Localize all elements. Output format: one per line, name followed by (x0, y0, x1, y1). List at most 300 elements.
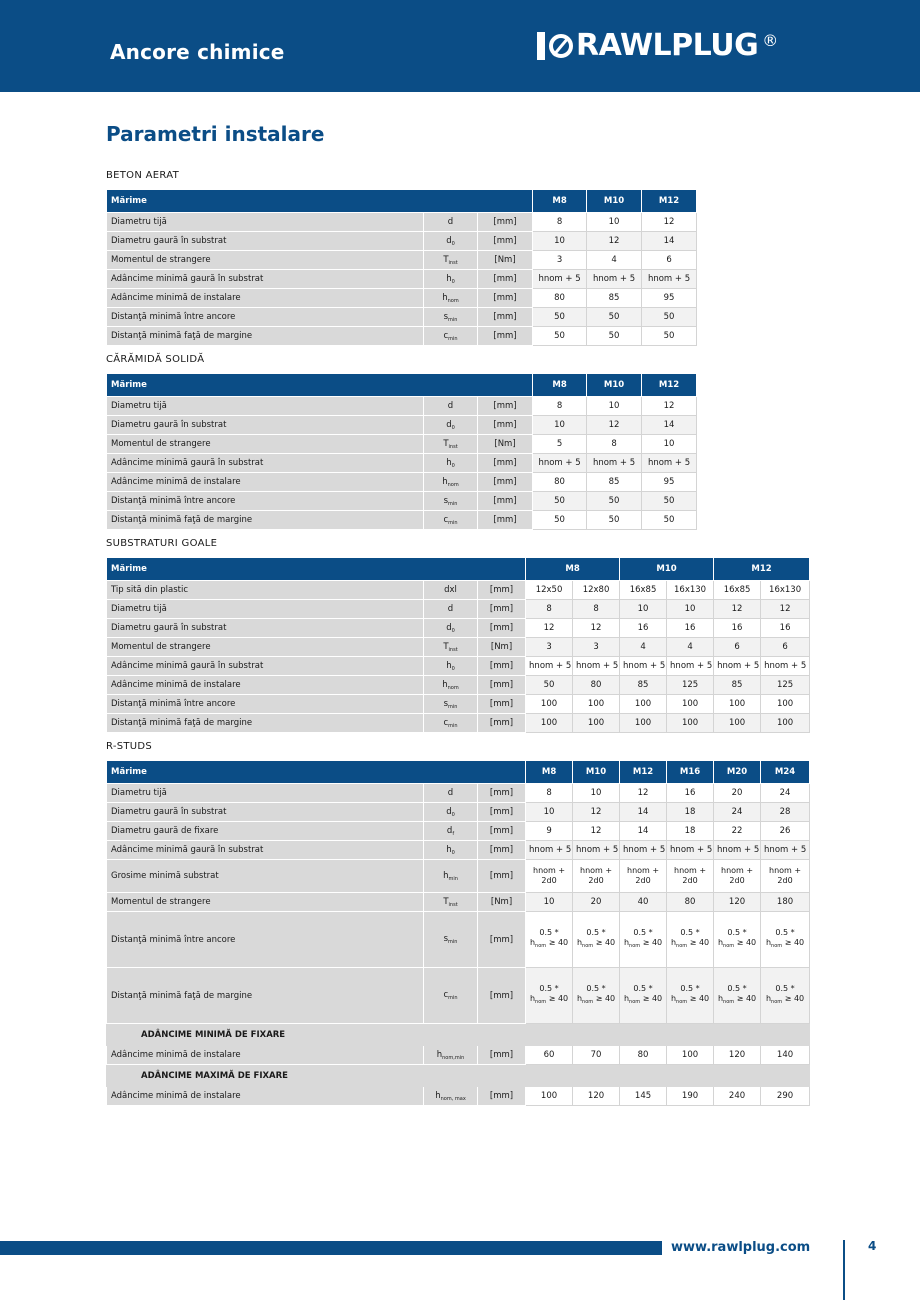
size-header-m16: M16 (667, 761, 714, 784)
row-label: Diametru tijă (107, 213, 424, 232)
row-symbol (424, 308, 478, 327)
value-cell: 100 (761, 695, 810, 714)
formula-sub: nom (676, 999, 688, 1005)
row-label: Adâncime minimă de instalare (107, 1046, 424, 1065)
section-title-beton: BETON AERAT (106, 170, 179, 181)
symbol-subscript: nom,min (442, 1054, 465, 1061)
value-cell: 50 (526, 676, 573, 695)
formula-sub: nom (629, 943, 641, 949)
value-cell: 4 (667, 638, 714, 657)
row-unit: [mm] (478, 289, 533, 308)
table-row (107, 803, 810, 822)
row-symbol (424, 416, 478, 435)
table-beton-aerat (106, 189, 697, 346)
value-cell: hnom + 5 (667, 841, 714, 860)
row-unit: [mm] (478, 454, 533, 473)
formula-sub: nom (629, 999, 641, 1005)
table-row (107, 251, 697, 270)
value-cell: 12 (573, 822, 620, 841)
row-unit: [mm] (478, 270, 533, 289)
symbol-letter: h (442, 292, 448, 303)
symbol-subscript: nom (447, 684, 459, 691)
symbol-letter: d (446, 235, 452, 246)
row-symbol (424, 251, 478, 270)
formula-sub: nom (535, 943, 547, 949)
value-cell (761, 860, 810, 893)
value-cell (620, 912, 667, 968)
row-label: Diametru gaură în substrat (107, 416, 424, 435)
table-row (107, 473, 697, 492)
row-symbol (424, 1087, 478, 1106)
symbol-subscript: min (448, 519, 458, 526)
symbol-letter: s (443, 698, 448, 709)
value-cell: 3 (526, 638, 573, 657)
rawlplug-logo (537, 30, 778, 62)
value-cell: hnom + 5 (714, 657, 761, 676)
row-unit: [mm] (478, 308, 533, 327)
value-cell: 85 (587, 289, 642, 308)
value-cell (573, 968, 620, 1024)
value-cell: 100 (526, 714, 573, 733)
symbol-subscript: min (448, 939, 458, 945)
value-cell: hnom + 5 (533, 454, 587, 473)
row-unit: [mm] (478, 803, 526, 822)
row-label: Adâncime minimă gaură în substrat (107, 454, 424, 473)
value-cell: 50 (533, 492, 587, 511)
logo-ring-mark (549, 34, 573, 58)
row-label: Momentul de strangere (107, 638, 424, 657)
row-symbol (424, 289, 478, 308)
size-header-label: Mărime (107, 558, 526, 581)
value-cell: 80 (533, 289, 587, 308)
logo-wordmark: RAWLPLUG (576, 28, 759, 63)
formula-h: h (670, 994, 677, 1003)
symbol-subscript: inst (448, 646, 458, 653)
size-header-m12: M12 (620, 761, 667, 784)
symbol-letter: h (442, 679, 448, 690)
table-row (107, 968, 810, 1024)
value-cell: 14 (620, 822, 667, 841)
value-cell (573, 912, 620, 968)
symbol-subscript: min (448, 335, 458, 342)
formula-limit: ≥ 40 (782, 994, 805, 1003)
table-row (107, 695, 810, 714)
value-cell: hnom + 5 (667, 657, 714, 676)
table-row (107, 327, 697, 346)
value-cell: 16x130 (667, 581, 714, 600)
value-cell: hnom + 5 (587, 270, 642, 289)
symbol-subscript: min (448, 995, 458, 1001)
value-cell: 80 (620, 1046, 667, 1065)
formula-sub: nom (723, 943, 735, 949)
formula-limit: ≥ 40 (734, 938, 757, 947)
formula-coef: 0.5 * (586, 928, 606, 937)
row-symbol (424, 435, 478, 454)
size-header-m12: M12 (642, 190, 697, 213)
value-cell: 10 (667, 600, 714, 619)
value-cell (620, 860, 667, 893)
row-unit: [mm] (478, 581, 526, 600)
value-cell (714, 860, 761, 893)
value-cell: 14 (642, 416, 697, 435)
symbol-letter: d (446, 622, 452, 633)
subsection-row (107, 1065, 810, 1087)
value-cell (714, 912, 761, 968)
row-unit: [mm] (478, 600, 526, 619)
value-cell: 120 (714, 893, 761, 912)
value-cell: 12 (642, 213, 697, 232)
formula-coef: 0.5 * (539, 984, 559, 993)
formula-h: h (623, 938, 630, 947)
row-symbol (424, 397, 478, 416)
value-cell: 22 (714, 822, 761, 841)
value-cell: hnom + 5 (761, 841, 810, 860)
formula-sub: nom (771, 999, 783, 1005)
value-cell: 85 (587, 473, 642, 492)
symbol-letter: d (446, 806, 452, 817)
value-cell: 50 (587, 511, 642, 530)
value-cell: 125 (667, 676, 714, 695)
value-cell: 95 (642, 289, 697, 308)
value-cell: 10 (620, 600, 667, 619)
formula-text: hnom + 2d0 (769, 866, 802, 885)
table-substraturi-goale (106, 557, 810, 733)
row-unit: [mm] (478, 473, 533, 492)
value-cell: 12 (587, 416, 642, 435)
value-cell: 50 (642, 492, 697, 511)
value-cell (761, 968, 810, 1024)
size-header-m10: M10 (573, 761, 620, 784)
symbol-subscript: nom, max (440, 1095, 466, 1102)
table-row (107, 270, 697, 289)
row-symbol (424, 822, 478, 841)
value-cell: 100 (761, 714, 810, 733)
size-header-m12: M12 (714, 558, 810, 581)
symbol-subscript: min (448, 500, 458, 507)
symbol-subscript: nom (447, 297, 459, 304)
formula-limit: ≥ 40 (593, 994, 616, 1003)
table-row (107, 1046, 810, 1065)
symbol-subscript: 0 (451, 665, 455, 672)
symbol-letter: c (443, 330, 449, 341)
value-cell: hnom + 5 (573, 657, 620, 676)
formula-text: hnom + 2d0 (627, 866, 660, 885)
table-row (107, 676, 810, 695)
value-cell: 50 (533, 327, 587, 346)
row-symbol (424, 232, 478, 251)
symbol-subscript: min (448, 316, 458, 323)
category-title: Ancore chimice (110, 40, 285, 64)
symbol-letter: T (443, 641, 449, 652)
symbol-subscript: inst (448, 901, 458, 908)
table-row (107, 714, 810, 733)
table-row (107, 822, 810, 841)
row-label: Adâncime minimă de instalare (107, 676, 424, 695)
table-row (107, 860, 810, 893)
formula-coef: 0.5 * (727, 928, 747, 937)
value-cell: 100 (620, 695, 667, 714)
value-cell: 10 (587, 213, 642, 232)
row-label: Distanţă minimă faţă de margine (107, 968, 424, 1024)
value-cell: 12 (526, 619, 573, 638)
value-cell: 16 (761, 619, 810, 638)
table-header-row (107, 374, 697, 397)
row-symbol (424, 1046, 478, 1065)
row-symbol (424, 600, 478, 619)
symbol-letter: h (435, 1090, 441, 1101)
symbol-letter: h (446, 273, 452, 284)
value-cell: 120 (714, 1046, 761, 1065)
value-cell: 50 (587, 327, 642, 346)
table-row (107, 912, 810, 968)
value-cell: 50 (587, 492, 642, 511)
symbol-subscript: nom (447, 481, 459, 488)
table-row (107, 492, 697, 511)
size-header-m10: M10 (587, 374, 642, 397)
row-symbol (424, 473, 478, 492)
value-cell (667, 968, 714, 1024)
value-cell: 24 (714, 803, 761, 822)
symbol-subscript: 0 (451, 240, 455, 247)
row-label: Adâncime minimă de instalare (107, 289, 424, 308)
value-cell: 290 (761, 1087, 810, 1106)
row-symbol (424, 454, 478, 473)
symbol-letter: d (447, 788, 454, 798)
formula-h: h (529, 938, 536, 947)
value-cell: 16 (714, 619, 761, 638)
value-cell: hnom + 5 (526, 657, 573, 676)
formula-h: h (529, 994, 536, 1003)
value-cell: 100 (526, 1087, 573, 1106)
row-unit: [Nm] (478, 638, 526, 657)
symbol-subscript: 0 (451, 849, 455, 856)
formula-limit: ≥ 40 (734, 994, 757, 1003)
formula-sub: nom (771, 943, 783, 949)
value-cell: 85 (714, 676, 761, 695)
row-label: Diametru gaură de fixare (107, 822, 424, 841)
symbol-subscript: f (452, 830, 455, 837)
value-cell: 5 (533, 435, 587, 454)
symbol-letter: d (447, 604, 454, 614)
value-cell: hnom + 5 (714, 841, 761, 860)
formula-limit: ≥ 40 (640, 938, 663, 947)
size-header-m8: M8 (533, 374, 587, 397)
value-cell: 10 (526, 803, 573, 822)
row-label: Diametru gaură în substrat (107, 619, 424, 638)
value-cell: 12x80 (573, 581, 620, 600)
symbol-subscript: 0 (451, 278, 455, 285)
table-row (107, 581, 810, 600)
size-header-m8: M8 (526, 558, 620, 581)
value-cell: 6 (642, 251, 697, 270)
formula-coef: 0.5 * (586, 984, 606, 993)
formula-text: hnom + 2d0 (674, 866, 707, 885)
formula-sub: nom (676, 943, 688, 949)
row-unit: [Nm] (478, 251, 533, 270)
symbol-letter: c (443, 514, 449, 525)
value-cell: 100 (573, 695, 620, 714)
value-cell: 20 (714, 784, 761, 803)
formula-text: hnom + 2d0 (580, 866, 613, 885)
value-cell (714, 968, 761, 1024)
footer-divider (843, 1240, 845, 1300)
value-cell (526, 968, 573, 1024)
value-cell: 80 (667, 893, 714, 912)
value-cell: 14 (642, 232, 697, 251)
table-row (107, 435, 697, 454)
symbol-letter: T (443, 896, 449, 907)
row-unit: [mm] (478, 676, 526, 695)
symbol-subscript: min (448, 703, 458, 710)
symbol-letter: s (443, 934, 448, 944)
value-cell: 80 (533, 473, 587, 492)
value-cell: 40 (620, 893, 667, 912)
row-symbol (424, 619, 478, 638)
value-cell: 3 (533, 251, 587, 270)
logo-bar-mark (537, 32, 545, 60)
formula-h: h (717, 938, 724, 947)
value-cell: 100 (714, 695, 761, 714)
table-row (107, 289, 697, 308)
value-cell (761, 912, 810, 968)
symbol-letter: dxl (444, 585, 457, 595)
symbol-letter: c (443, 990, 449, 1000)
row-symbol (424, 638, 478, 657)
value-cell: 12 (573, 803, 620, 822)
row-label: Diametru tijă (107, 397, 424, 416)
formula-h: h (765, 994, 772, 1003)
subsection-title: ADÂNCIME MAXIMĂ DE FIXARE (107, 1065, 810, 1087)
value-cell: 80 (573, 676, 620, 695)
value-cell: hnom + 5 (761, 657, 810, 676)
row-unit: [mm] (478, 784, 526, 803)
value-cell: 50 (533, 308, 587, 327)
value-cell: 140 (761, 1046, 810, 1065)
row-symbol (424, 492, 478, 511)
row-label: Adâncime minimă de instalare (107, 473, 424, 492)
row-symbol (424, 784, 478, 803)
value-cell: 12 (761, 600, 810, 619)
subsection-title: ADÂNCIME MINIMĂ DE FIXARE (107, 1024, 810, 1046)
section-title-caramida: CĂRĂMIDĂ SOLIDĂ (106, 354, 205, 365)
value-cell: 8 (533, 213, 587, 232)
size-header-label: Mărime (107, 761, 526, 784)
value-cell: 16 (620, 619, 667, 638)
row-unit: [mm] (478, 714, 526, 733)
row-symbol (424, 676, 478, 695)
table-r-studs (106, 760, 810, 1106)
logo-registered-mark: ® (762, 30, 779, 50)
symbol-letter: h (446, 844, 452, 855)
row-label: Adâncime minimă gaură în substrat (107, 270, 424, 289)
formula-limit: ≥ 40 (687, 994, 710, 1003)
row-label: Distanţă minimă între ancore (107, 492, 424, 511)
formula-coef: 0.5 * (727, 984, 747, 993)
formula-h: h (765, 938, 772, 947)
value-cell: 50 (642, 327, 697, 346)
value-cell: 100 (667, 714, 714, 733)
symbol-subscript: 0 (451, 424, 455, 431)
table-row (107, 416, 697, 435)
row-symbol (424, 968, 478, 1024)
section-title-goale: SUBSTRATURI GOALE (106, 538, 218, 549)
value-cell: 16x85 (620, 581, 667, 600)
row-unit: [mm] (478, 213, 533, 232)
value-cell: hnom + 5 (642, 454, 697, 473)
formula-sub: nom (535, 999, 547, 1005)
row-label: Adâncime minimă de instalare (107, 1087, 424, 1106)
formula-coef: 0.5 * (775, 928, 795, 937)
value-cell: 100 (526, 695, 573, 714)
row-label: Grosime minimă substrat (107, 860, 424, 893)
row-symbol (424, 912, 478, 968)
symbol-letter: h (436, 1049, 443, 1060)
symbol-letter: h (446, 660, 452, 671)
formula-limit: ≥ 40 (782, 938, 805, 947)
value-cell: 70 (573, 1046, 620, 1065)
footer-bar (0, 1241, 662, 1255)
symbol-letter: h (446, 457, 452, 468)
formula-coef: 0.5 * (775, 984, 795, 993)
formula-sub: nom (723, 999, 735, 1005)
row-unit: [mm] (478, 860, 526, 893)
table-row (107, 454, 697, 473)
table-row (107, 232, 697, 251)
value-cell: 4 (587, 251, 642, 270)
value-cell: 100 (667, 1046, 714, 1065)
row-unit: [mm] (478, 232, 533, 251)
symbol-letter: d (447, 217, 454, 227)
value-cell: 6 (761, 638, 810, 657)
formula-coef: 0.5 * (633, 928, 653, 937)
formula-coef: 0.5 * (680, 928, 700, 937)
row-label: Distanţă minimă faţă de margine (107, 327, 424, 346)
formula-limit: ≥ 40 (640, 994, 663, 1003)
value-cell: 18 (667, 822, 714, 841)
page-title: Parametri instalare (106, 122, 325, 146)
value-cell: 10 (587, 397, 642, 416)
row-symbol (424, 860, 478, 893)
value-cell: 20 (573, 893, 620, 912)
value-cell: 50 (642, 308, 697, 327)
formula-limit: ≥ 40 (593, 938, 616, 947)
row-unit: [mm] (478, 397, 533, 416)
value-cell: 12 (642, 397, 697, 416)
value-cell: 100 (573, 714, 620, 733)
formula-h: h (717, 994, 724, 1003)
row-symbol (424, 893, 478, 912)
value-cell: hnom + 5 (587, 454, 642, 473)
formula-limit: ≥ 40 (546, 994, 569, 1003)
size-header-m10: M10 (620, 558, 714, 581)
website-link[interactable]: www.rawlplug.com (671, 1240, 811, 1255)
row-label: Tip sită din plastic (107, 581, 424, 600)
value-cell: 10 (533, 232, 587, 251)
symbol-letter: T (443, 254, 449, 265)
table-row (107, 893, 810, 912)
value-cell: 6 (714, 638, 761, 657)
table-caramida-solida (106, 373, 697, 530)
value-cell: 240 (714, 1087, 761, 1106)
row-symbol (424, 327, 478, 346)
value-cell: 50 (533, 511, 587, 530)
value-cell: 18 (667, 803, 714, 822)
value-cell: 10 (526, 893, 573, 912)
formula-h: h (576, 938, 583, 947)
size-header-m20: M20 (714, 761, 761, 784)
value-cell: 100 (620, 714, 667, 733)
row-unit: [mm] (478, 416, 533, 435)
